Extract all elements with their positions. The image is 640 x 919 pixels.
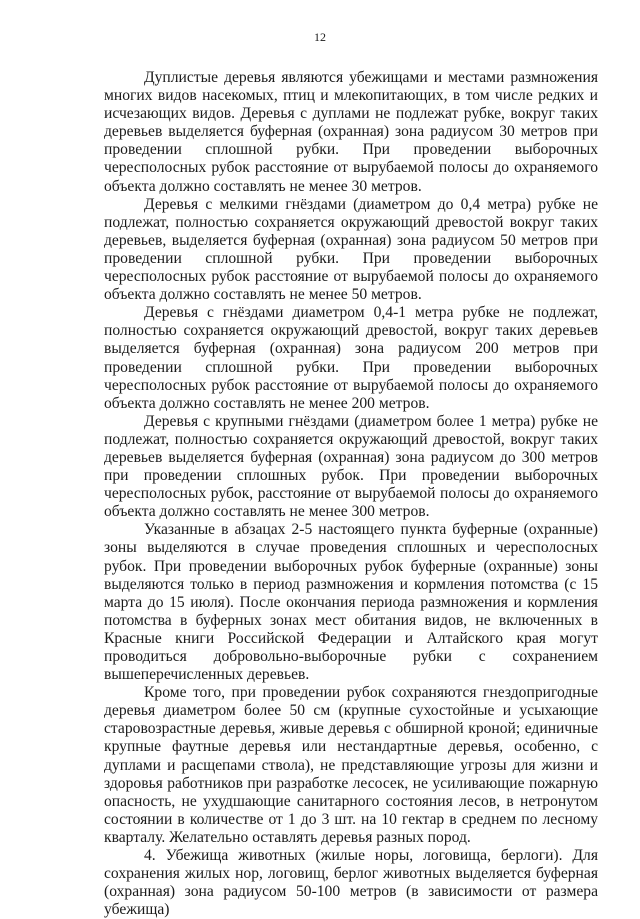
paragraph-hollow-trees: Дуплистые деревья являются убежищами и местами размножения многих видов насекомых, птиц и млекопитающих, в том числе редких и исчезающих видов. Деревья с дуплами не подлежат рубке, вокруг таких деревьев выделяется буферная (охранная) зона радиусом 30 метров при проведении сплошной рубки. При проведении выборочных чересполосных рубок расстояние от вырубаемой полосы до охраняемого объекта должно составлять не менее 30 метров.: [104, 69, 598, 195]
paragraph-buffer-zones: Указанные в абзацах 2-5 настоящего пункта буферные (охранные) зоны выделяются в случае проведения сплошных и чересполосных рубок. При проведении выборочных рубок буферные (охранные) зоны выделяются только в период размножения и кормления потомства (с 15 марта до 15 июля). После окончания периода размножения и кормления потомства в буферных зонах мест обитания видов, не включенных в Красные книги Российской Федерации и Алтайского края могут проводиться добровольно-выборочные рубки с сохранением вышеперечисленных деревьев.: [104, 521, 598, 684]
paragraph-medium-nests: Деревья с гнёздами диаметром 0,4-1 метра рубке не подлежат, полностью сохраняется окружающий древостой, вокруг таких деревьев выделяется буферная (охранная) зона радиусом 200 метров при проведении сплошной рубки. При проведении выборочных чересполосных рубок расстояние от вырубаемой полосы до охраняемого объекта должно составлять не менее 200 метров.: [104, 304, 598, 412]
paragraph-animal-shelters: 4. Убежища животных (жилые норы, логовища, берлоги). Для сохранения жилых нор, логовищ, берлог животных выделяется буферная (охранная) зона радиусом 50-100 метров (в зависимости от размера убежища): [104, 847, 598, 919]
paragraph-nesting-trees: Кроме того, при проведении рубок сохраняются гнездопригодные деревья диаметром более 50 см (крупные сухостойные и усыхающие старовозрастные деревья, живые деревья с обширной кроной; единичные крупные фаутные деревья или нестандартные деревья, особенно, с дуплами и расщепами ствола), не представляющие угрозы для жизни и здоровья работников при разработке лесосек, не усиливающие пожарную опасность, не ухудшающие санитарного состояния лесов, в нетронутом состоянии в количестве от 1 до 3 шт. на 10 гектар в среднем по лесному кварталу. Желательно оставлять деревья разных пород.: [104, 684, 598, 846]
document-body: [104, 69, 598, 919]
page-number: 12: [314, 30, 326, 44]
paragraph-large-nests: Деревья с крупными гнёздами (диаметром более 1 метра) рубке не подлежат, полностью сохраняется окружающий древостой, вокруг таких деревьев выделяется буферная (охранная) зона радиусом до 300 метров при проведении сплошных рубок. При проведении выборочных чересполосных рубок, расстояние от вырубаемой полосы до охраняемого объекта должно составлять не менее 300 метров.: [104, 412, 598, 521]
paragraph-small-nests: Деревья с мелкими гнёздами (диаметром до 0,4 метра) рубке не подлежат, полностью сохраняется окружающий древостой вокруг таких деревьев, выделяется буферная (охранная) зона радиусом 50 метров при проведении сплошной рубки. При проведении выборочных чересполосных рубок расстояние от вырубаемой полосы до охраняемого объекта должно составлять не менее 50 метров.: [104, 195, 598, 304]
